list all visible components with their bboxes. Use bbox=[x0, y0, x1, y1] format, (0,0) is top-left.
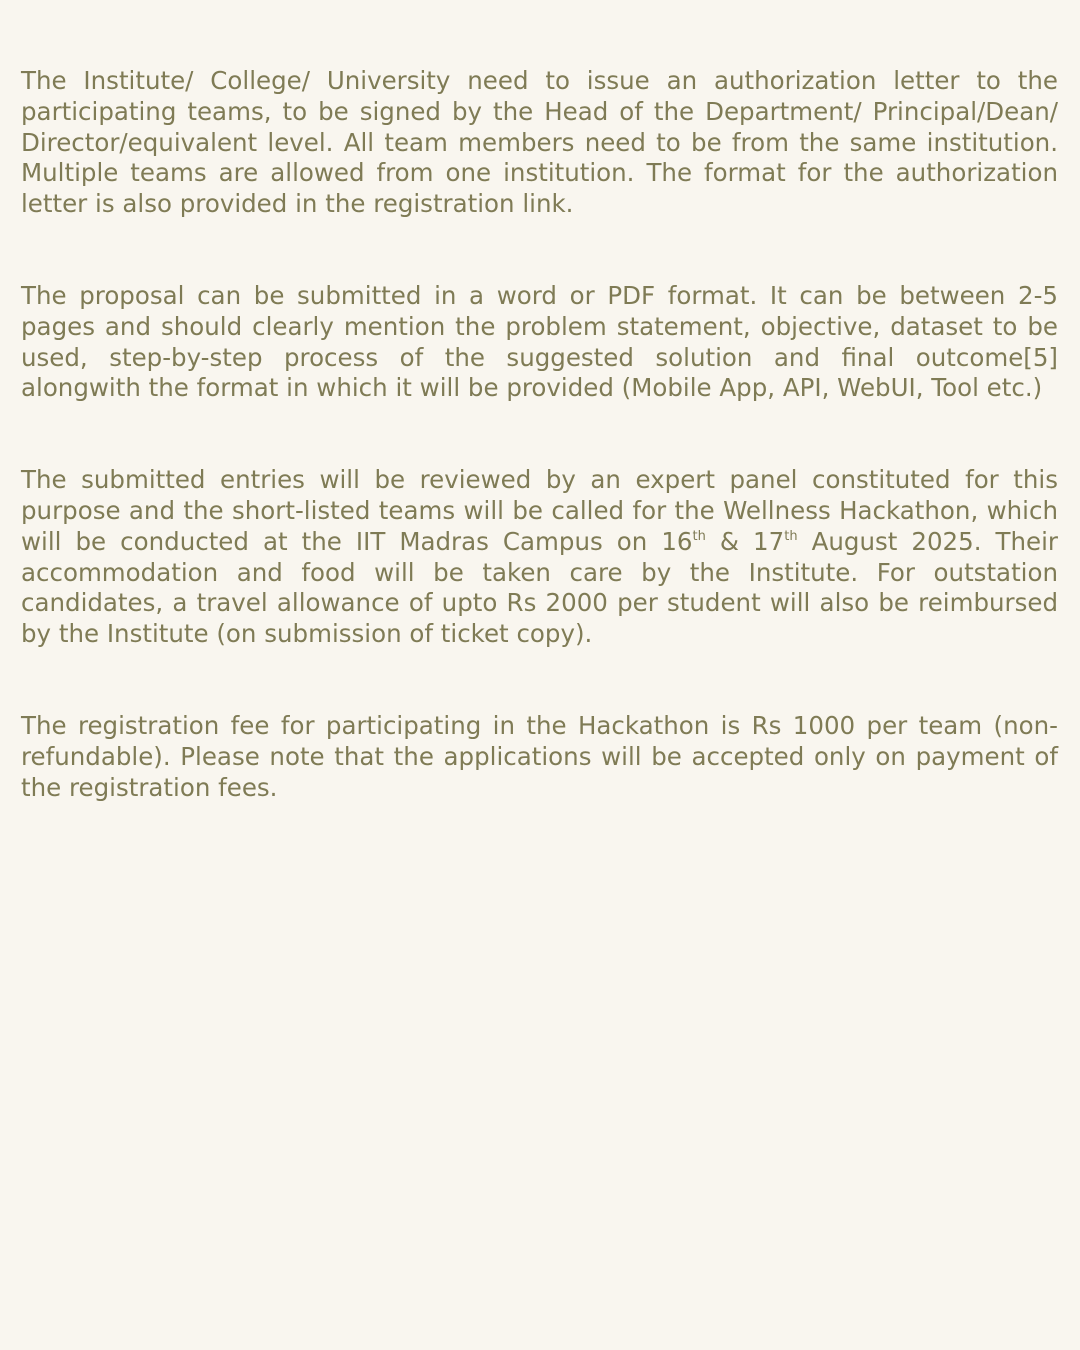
paragraph-proposal-format: The proposal can be submitted in a word or PDF format. It can be between 2-5 pages and should clearly mention the problem statement, objective, dataset to be used, step-by-step process of the suggested solution and final outcome[5] alongwith the format in which it will be provided (Mobile App, API, WebUI, Tool etc.) bbox=[21, 280, 1058, 403]
paragraph-authorization-letter: The Institute/ College/ University need to issue an authorization letter to the participating teams, to be signed by the Head of the Department/ Principal/Dean/ Director/equivalent level. All team members need to be from the same institution. Multiple teams are allowed from one institution. The format for the authorization letter is also provided in the registration link. bbox=[21, 66, 1058, 219]
ordinal-suffix-17: th bbox=[784, 528, 798, 544]
review-text-after: August 2025. Their accommodation and food will be taken care by the Institute. For outstation candidates, a travel allowance of upto Rs 2000 per student will also be reimbursed by the Institute (on submission of ticket copy). bbox=[21, 526, 1058, 649]
review-text-before: The submitted entries will be reviewed by an expert panel constituted for this purpose and the short-listed teams will be called for the Wellness Hackathon, which will be conducted at the IIT Madras Campus on 16 bbox=[21, 465, 1058, 556]
paragraph-registration-fee: The registration fee for participating in the Hackathon is Rs 1000 per team (non-refundable). Please note that the applications will be accepted only on payment of the registration fees. bbox=[21, 710, 1058, 802]
review-text-middle: & 17 bbox=[705, 526, 785, 556]
document-body bbox=[21, 66, 1058, 803]
paragraph-review-process bbox=[21, 465, 1058, 650]
ordinal-suffix-16: th bbox=[692, 528, 706, 544]
